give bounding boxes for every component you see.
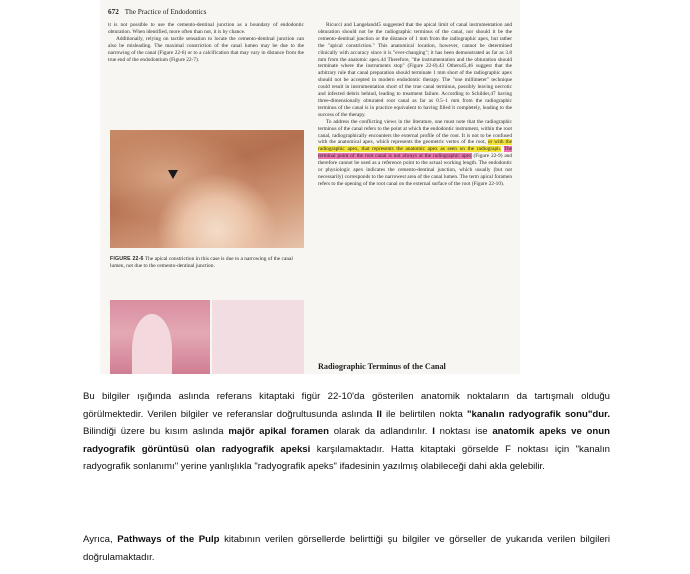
figure-caption-text: The apical constriction in this case is due to a narrowing of the canal lumen, not due to the cemento-dentinal junction. xyxy=(110,256,293,269)
bold-text: "kanalın radyografik sonu"dur. xyxy=(466,408,610,420)
text-run: kitabının verilen görsellerde belirttiği şu bilgiler ve görseller de yukarıda verilen bilgileri doğrulamaktadır. xyxy=(83,534,610,563)
section-heading: Radiographic Terminus of the Canal xyxy=(318,362,446,371)
turkish-paragraph-2 xyxy=(83,531,610,566)
arrow-marker xyxy=(168,170,178,179)
text-run: karşılamaktadır. Hatta kitaptaki görselde F noktası için "kanalın radyografik sonlanımı" yerine yanlışlıkla "radyografik apeks" ifadesinin yazılmış olabileceği dahi akla gelebilir. xyxy=(83,443,610,473)
figure-caption-label: FIGURE 22-6 xyxy=(110,256,144,262)
text-run: ile belirtilen nokta xyxy=(381,408,467,420)
text-run: Bu bilgiler ışığında aslında referans kitaptaki figür 22-10'da gösterilen anatomik noktaların da tartışmalı olduğu görülmektedir. Verilen bilgiler ve referanslar doğrultusunda aslında xyxy=(83,391,610,420)
text-run: noktası ise xyxy=(434,426,493,438)
figure-22-7-photo xyxy=(110,300,210,374)
figure-22-6-photo xyxy=(110,130,304,248)
text-run: Bilindiği üzere bu kısım aslında xyxy=(83,426,229,438)
text-run: Ayrıca, xyxy=(83,534,118,545)
pink-highlight: The terminal point of the root canal is not always at the radiographic apex xyxy=(318,146,512,160)
book-text: (Figure 22-9) and therefore cannot be used as a reference point to the actual working length. The endodontic or physiologic apex indicates the cemento-dentinal junction, which usually (but not necessarily) corresponds to the narrowest area of the canal lumen. The term apical foramen refers to the opening of the root canal on the external surface of the root (Figure 22-10). xyxy=(318,153,512,187)
book-paragraph: Additionally, relying on tactile sensation to locate the cemento-dentinal junction can also be misleading. The maximal constriction of the canal lumen may be due to the narrowing of the canal (Figure 22-6) or to a calcification that may vary in distance from the true end of the endodontium (Figure 22-7). xyxy=(108,35,304,63)
book-text: To address the conflicting views in the literature, one must note that the radiographic terminus of the canal refers to the point at which the endodontic instrument, within the root canal, radiographically encounters the external profile of the root. It is not to be confused with the anatomical apex, which represents the geometric vertex of the root, xyxy=(318,118,512,146)
book-column-right xyxy=(318,22,512,188)
bold-text: majör apikal foramen xyxy=(228,426,329,438)
turkish-paragraph-1 xyxy=(83,388,610,476)
figure-22-7-photo-right xyxy=(212,300,304,374)
bold-text: II xyxy=(376,408,382,420)
book-paragraph-highlighted xyxy=(318,119,512,188)
canal-shape xyxy=(132,314,172,374)
text-run: olarak da adlandırılır. xyxy=(328,426,433,438)
book-paragraph: it is not possible to use the cemento-dentinal junction as a boundary of endodontic obturation. When identified, more often than not, it is by chance. xyxy=(108,22,304,35)
bold-text: I xyxy=(432,426,435,438)
book-paragraph: Ricucci and Langeland45 suggested that the apical limit of canal instrumentation and obturation should not be the radiographic terminus of the canal, nor should it be the cemento-dentinal junction or the distance of 1 mm from the radiographic apex, but rather the "apical constriction." This anatomical location, however, cannot be determined clinically with accuracy since it is "ever-changing"; it has been demonstrated as far as 3.8 mm from the anatomic apex.44 Therefore, "the instrumentation and the obturation should terminate where the instruments stop" (Figure 22-8).43 Others45,46 suggest that the arbitrary rule that canal preparation should terminate 1 mm short of the radiographic apex should not be accepted in modern endodontic therapy. The "one millimeter" technique could result in instrumentation short of the true canal terminus, possibly leaving necrotic and infected debris behind, leading to treatment failure. According to Schilder,47 having three-dimensionally obturated root canal as far as 0.5–1 mm from the radiographic terminus of the canal is in practice equivalent to having filled it completely, leading to the success of the therapy. xyxy=(318,22,512,118)
book-column-left xyxy=(108,22,304,63)
page-number: 672 xyxy=(108,8,119,16)
figure-caption xyxy=(110,256,302,270)
yellow-highlight: or with the radiographic apex, that represents the anatomic apex as seen on the radiograph. xyxy=(318,139,512,153)
book-page-header xyxy=(108,8,206,16)
running-title: The Practice of Endodontics xyxy=(124,8,207,16)
bold-text: Pathways of the Pulp xyxy=(117,534,220,545)
book-page-scan xyxy=(100,0,520,374)
bold-text: anatomik apeks ve onun radyografik görüntüsü olan radyografik apeksi xyxy=(83,426,610,455)
